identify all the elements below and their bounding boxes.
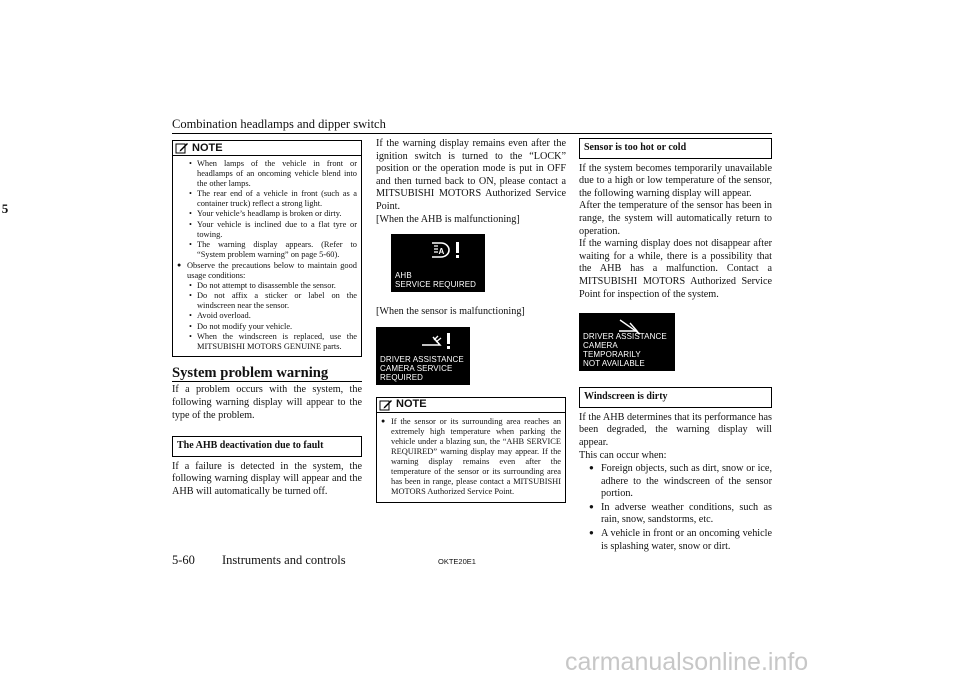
- running-header: Combination headlamps and dipper switch: [172, 117, 386, 131]
- svg-text:A: A: [438, 247, 445, 257]
- display-caption: [When the sensor is malfunctioning]: [376, 306, 525, 318]
- note-main-item: ● Observe the precautions below to maintain good usage conditions:: [177, 260, 357, 281]
- note-header: [173, 141, 361, 156]
- note-box: [376, 397, 566, 503]
- note-sub-item: • Do not modify your vehicle.: [189, 321, 293, 331]
- note-pencil-icon: [175, 142, 189, 154]
- note-header: [377, 398, 565, 413]
- header-rule: [172, 133, 772, 134]
- display-text: DRIVER ASSISTANCE CAMERA TEMPORARILY NOT AVAILABLE: [583, 332, 667, 369]
- note-body: [377, 413, 565, 502]
- ahb-warning-icon: [429, 240, 463, 260]
- display-caption: [When the AHB is malfunctioning]: [376, 213, 520, 225]
- hot-cold-text: After the temperature of the sensor has been in range, the system will automatically return to operation.: [579, 200, 772, 237]
- note-sub-item: • When lamps of the vehicle in front or headlamps of an oncoming vehicle blend into the other lamps.: [189, 159, 357, 189]
- column-3: [579, 138, 772, 553]
- temp-warning-display: [579, 313, 675, 371]
- note-sub-item: • The warning display appears. (Refer to “System problem warning” on page 5-60).: [189, 239, 357, 259]
- subsection-heading: Sensor is too hot or cold: [579, 138, 772, 159]
- note-label: NOTE: [396, 398, 427, 411]
- note-sub-item: • Your vehicle is inclined due to a flat tyre or towing.: [189, 219, 357, 239]
- footer-section: Instruments and controls: [222, 553, 346, 567]
- note-main-item: ● If the sensor or its surrounding area reaches an extremely high temperature when parking the vehicle under a blazing sun, the “AHB SERVICE REQUIRED” warning display may appear. If the warning display remains even after the temperature of the sensor or its surrounding area has been in range, please contact a MITSUBISHI MOTORS Authorized Service Point.: [381, 416, 561, 497]
- document-code: OKTE20E1: [438, 557, 476, 566]
- note-sub-item: • Avoid overload.: [189, 311, 251, 321]
- list-item: ● Foreign objects, such as dirt, snow or ice, adhere to the windscreen of the sensor portion.: [589, 463, 772, 500]
- subsection-heading: Windscreen is dirty: [579, 387, 772, 408]
- condition-list: [579, 462, 772, 553]
- note-sub-item: • The rear end of a vehicle in front (such as a container truck) reflect a strong light.: [189, 189, 357, 209]
- dirty-text: If the AHB determines that its performance has been degraded, the warning display will appear.: [579, 411, 772, 448]
- note-sub-item: • Do not affix a sticker or label on the windscreen near the sensor.: [189, 291, 357, 311]
- note-pencil-icon: [379, 399, 393, 411]
- note-sub-item: • When the windscreen is replaced, use the MITSUBISHI MOTORS GENUINE parts.: [189, 331, 357, 351]
- watermark: carmanualsonline.info: [565, 648, 809, 676]
- contact-text: If the warning display remains even after the ignition switch is turned to the “LOCK” position or the operation mode is put in OFF and then turned back to ON, please contact a MITSUBISHI MOTORS Authorized Service Point.: [376, 138, 566, 212]
- note-body: [173, 156, 361, 356]
- page-number: 5-60: [172, 553, 195, 567]
- column-2: [376, 138, 566, 513]
- column-1: [172, 140, 362, 499]
- note-box: [172, 140, 362, 357]
- subsection-text: If a failure is detected in the system, the following warning display will appear and the AHB will automatically be turned off.: [172, 460, 362, 497]
- section-intro: If a problem occurs with the system, the following warning display will appear to the type of the problem.: [172, 384, 362, 421]
- subsection-heading: The AHB deactivation due to fault: [172, 436, 362, 457]
- note-sub-item: • Do not attempt to disassemble the sensor.: [189, 281, 336, 291]
- list-item: ● A vehicle in front or an oncoming vehicle is splashing water, snow or dirt.: [589, 528, 772, 552]
- dirty-text: This can occur when:: [579, 449, 667, 461]
- sensor-warning-display: [376, 327, 470, 385]
- hot-cold-text: If the system becomes temporarily unavailable due to a high or low temperature of the sensor, the following warning display will appear.: [579, 162, 772, 199]
- chapter-tab: 5: [1, 201, 9, 216]
- ahb-warning-display: [391, 234, 485, 292]
- list-item: ● In adverse weather conditions, such as rain, snow, sandstorms, etc.: [589, 501, 772, 526]
- section-title: System problem warning: [172, 367, 362, 383]
- camera-warning-icon: [420, 331, 454, 351]
- hot-cold-text: If the warning display does not disappear after waiting for a while, there is a possibility that the AHB has a malfunction. Contact a MITSUBISHI MOTORS Authorized Service Point for inspection of the system.: [579, 238, 772, 300]
- display-text: AHB SERVICE REQUIRED: [395, 271, 477, 290]
- note-sub-item: • Your vehicle’s headlamp is broken or dirty.: [189, 209, 342, 219]
- note-label: NOTE: [192, 141, 223, 154]
- display-text: DRIVER ASSISTANCE CAMERA SERVICE REQUIRED: [380, 354, 464, 382]
